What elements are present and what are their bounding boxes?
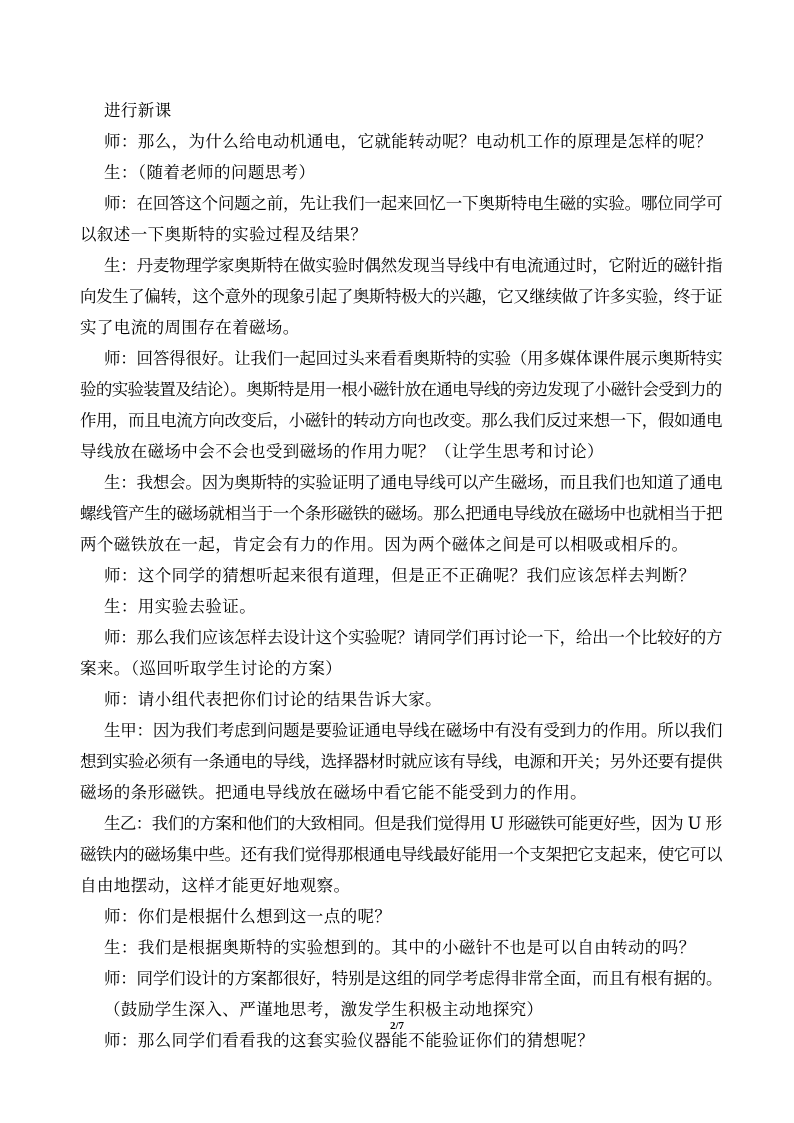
paragraph-line: 生乙：我们的方案和他们的大致相同。但是我们觉得用 U 形磁铁可能更好些，因为 U 形 xyxy=(104,814,722,833)
paragraph-line: 以叙述一下奥斯特的实验过程及结果？ xyxy=(80,225,368,244)
paragraph-line: 师：同学们设计的方案都很好，特别是这组的同学考虑得非常全面，而且有根有据的。 xyxy=(104,969,723,988)
page-number: 2/7 xyxy=(389,1020,405,1032)
paragraph-line: 生：丹麦物理学家奥斯特在做实验时偶然发现当导线中有电流通过时，它附近的磁针指 xyxy=(104,256,723,275)
paragraph-line: 向发生了偏转，这个意外的现象引起了奥斯特极大的兴趣，它又继续做了许多实验，终于证 xyxy=(80,287,723,306)
paragraph-line: 螺线管产生的磁场就相当于一个条形磁铁的磁场。那么把通电导线放在磁场中也就相当于把 xyxy=(80,504,723,523)
paragraph-line: 两个磁铁放在一起，肯定会有力的作用。因为两个磁体之间是可以相吸或相斥的。 xyxy=(80,535,689,554)
paragraph-line: 实了电流的周围存在着磁场。 xyxy=(80,318,300,337)
paragraph-line: 师：那么我们应该怎样去设计这个实验呢？请同学们再讨论一下，给出一个比较好的方 xyxy=(104,628,723,647)
paragraph-line: 验的实验装置及结论）。奥斯特是用一根小磁针放在通电导线的旁边发现了小磁针会受到力的 xyxy=(80,380,722,399)
paragraph-line: （鼓励学生深入、严谨地思考，激发学生积极主动地探究） xyxy=(104,1000,544,1019)
paragraph-line: 想到实验必须有一条通电的导线，选择器材时就应该有导线，电源和开关；另外还要有提供 xyxy=(80,752,723,771)
paragraph-line: 磁铁内的磁场集中些。还有我们觉得那根通电导线最好能用一个支架把它支起来，使它可以 xyxy=(80,845,723,864)
paragraph-line: 自由地摆动，这样才能更好地观察。 xyxy=(80,876,351,895)
section-heading: 进行新课 xyxy=(104,101,172,120)
paragraph-line: 磁场的条形磁铁。把通电导线放在磁场中看它能不能受到力的作用。 xyxy=(80,783,587,802)
paragraph-line: 师：那么同学们看看我的这套实验仪器能不能验证你们的猜想呢？ xyxy=(104,1031,595,1050)
paragraph-line: 师：在回答这个问题之前，先让我们一起来回忆一下奥斯特电生磁的实验。哪位同学可 xyxy=(104,194,723,213)
paragraph-line: 作用，而且电流方向改变后，小磁针的转动方向也改变。那么我们反过来想一下，假如通电 xyxy=(80,411,723,430)
paragraph-line: 师：请小组代表把你们讨论的结果告诉大家。 xyxy=(104,690,442,709)
paragraph-line: 师：这个同学的猜想听起来很有道理，但是正不正确呢？我们应该怎样去判断？ xyxy=(104,566,696,585)
paragraph-line: 导线放在磁场中会不会也受到磁场的作用力呢？（让学生思考和讨论） xyxy=(80,442,604,461)
paragraph-line: 师：回答得很好。让我们一起回过头来看看奥斯特的实验（用多媒体课件展示奥斯特实 xyxy=(104,349,723,368)
paragraph-line: 生：我想会。因为奥斯特的实验证明了通电导线可以产生磁场，而且我们也知道了通电 xyxy=(104,473,723,492)
paragraph-line: 生：（随着老师的问题思考） xyxy=(104,163,316,182)
paragraph-line: 师：你们是根据什么想到这一点的呢？ xyxy=(104,907,392,926)
paragraph-line: 生：我们是根据奥斯特的实验想到的。其中的小磁针不也是可以自由转动的吗？ xyxy=(104,938,696,957)
paragraph-line: 生：用实验去验证。 xyxy=(104,597,257,616)
paragraph-line: 案来。（巡回听取学生讨论的方案） xyxy=(80,659,343,678)
paragraph-line: 生甲：因为我们考虑到问题是要验证通电导线在磁场中有没有受到力的作用。所以我们 xyxy=(104,721,723,740)
paragraph-line: 师：那么，为什么给电动机通电，它就能转动呢？电动机工作的原理是怎样的呢？ xyxy=(104,132,713,151)
